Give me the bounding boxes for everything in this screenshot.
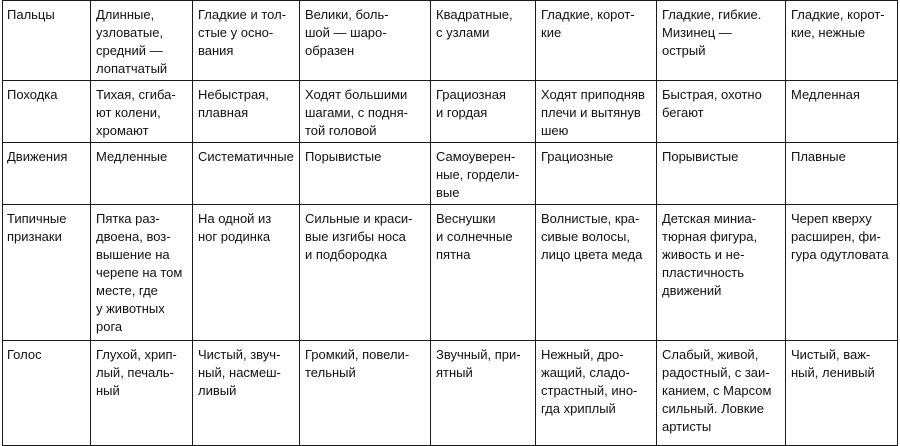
table-cell: Систематичные: [193, 143, 300, 205]
table-row-gait: [3, 81, 898, 143]
table-cell: Велики, боль- шой — шаро- образен: [300, 1, 431, 81]
table-cell: Веснушки и солнечные пятна: [431, 205, 536, 341]
table-cell: Порывистые: [300, 143, 431, 205]
table-cell: Гладкие, корот- кие, нежные: [786, 1, 898, 81]
table-row-voice: [3, 341, 898, 446]
table-cell: Медленные: [91, 143, 193, 205]
table-cell: Чистый, звуч- ный, насмеш- ливый: [193, 341, 300, 446]
table-cell: Гладкие и тол- стые у осно- вания: [193, 1, 300, 81]
table-cell: Череп кверху расширен, фи- гура одутловата: [786, 205, 898, 341]
table-row-typical-signs: [3, 205, 898, 341]
trait-table: [2, 0, 898, 446]
row-label-fingers: Пальцы: [3, 1, 91, 81]
table-cell: Детская миниа- тюрная фигура, живость и не- пластичность движений: [657, 205, 786, 341]
row-label-gait: Походка: [3, 81, 91, 143]
table-cell: Громкий, повели- тельный: [300, 341, 431, 446]
table-cell: Глухой, хрип- лый, печаль- ный: [91, 341, 193, 446]
table-row-movements: [3, 143, 898, 205]
table-cell: Быстрая, охотно бегают: [657, 81, 786, 143]
table-cell: Нежный, дро- жащий, сладо- страстный, ино- гда хриплый: [536, 341, 657, 446]
table-cell: Пятка раз- двоена, воз- вышение на черепе на том месте, где у животных рога: [91, 205, 193, 341]
table-cell: Квадратные, с узлами: [431, 1, 536, 81]
table-cell: Длинные, узловатые, средний — лопатчатый: [91, 1, 193, 81]
table-cell: Слабый, живой, радостный, с заи- канием, с Марсом сильный. Ловкие артисты: [657, 341, 786, 446]
table-cell: Плавные: [786, 143, 898, 205]
table-cell: Ходят приподняв плечи и вытянув шею: [536, 81, 657, 143]
row-label-typical-signs: Типичные признаки: [3, 205, 91, 341]
table-cell: Самоуверен- ные, гордели- вые: [431, 143, 536, 205]
table-cell: Порывистые: [657, 143, 786, 205]
table-cell: Грациозные: [536, 143, 657, 205]
table-cell: Гладкие, корот- кие: [536, 1, 657, 81]
table-cell: Звучный, при- ятный: [431, 341, 536, 446]
table-cell: Грациозная и гордая: [431, 81, 536, 143]
table-cell: Гладкие, гибкие. Мизинец — острый: [657, 1, 786, 81]
table-cell: На одной из ног родинка: [193, 205, 300, 341]
table-cell: Ходят большими шагами, с подня- той головой: [300, 81, 431, 143]
table-cell: Сильные и краси- вые изгибы носа и подбородка: [300, 205, 431, 341]
table-row-fingers: [3, 1, 898, 81]
row-label-voice: Голос: [3, 341, 91, 446]
table-cell: Небыстрая, плавная: [193, 81, 300, 143]
table-cell: Волнистые, кра- сивые волосы, лицо цвета меда: [536, 205, 657, 341]
table-cell: Тихая, сгиба- ют колени, хромают: [91, 81, 193, 143]
row-label-movements: Движения: [3, 143, 91, 205]
table-cell: Чистый, важ- ный, ленивый: [786, 341, 898, 446]
table-cell: Медленная: [786, 81, 898, 143]
